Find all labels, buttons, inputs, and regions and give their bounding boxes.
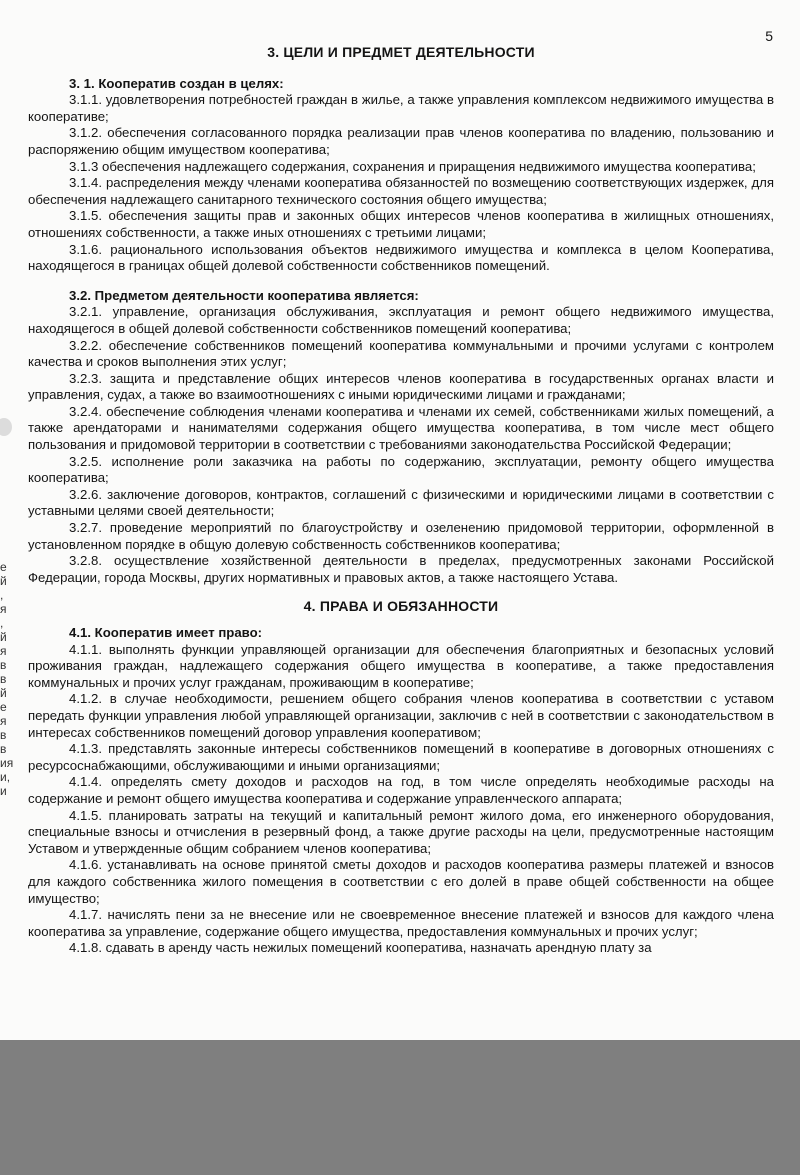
section-3-2-heading: 3.2. Предметом деятельности кооператива является: bbox=[69, 287, 419, 303]
clause-4-1-3: 4.1.3. представлять законные интересы собственников помещений в кооперативе в договорных отношениях с ресурсоснабжающими, обслуживающими и иными организациями; bbox=[28, 741, 774, 773]
margin-fragment: в bbox=[0, 672, 7, 686]
margin-fragment: и, bbox=[0, 770, 11, 784]
margin-fragment: я bbox=[0, 602, 7, 616]
clause-3-2-8: 3.2.8. осуществление хозяйственной деятельности в пределах, предусмотренных законами Российской Федерации, города Москвы, других нормативных и правовых актов, а также настоящего Устава. bbox=[28, 553, 774, 585]
clause-3-1-3: 3.1.3 обеспечения надлежащего содержания, сохранения и приращения недвижимого имущества кооператива; bbox=[69, 158, 756, 174]
scanner-bottom-band bbox=[0, 1040, 800, 1175]
clause-3-1-5: 3.1.5. обеспечения защиты прав и законных общих интересов членов кооператива в жилищных отношениях, отношениях собственности, а также иных отношениях с третьими лицами; bbox=[28, 208, 774, 240]
clause-3-2-4: 3.2.4. обеспечение соблюдения членами кооператива и членами их семей, собственниками жилых помещений, а также арендаторами и нанимателями содержания общего имущества кооператива, в том числе мест общего пользования и придомовой территории в соответствии с требованиями законодательства Российской Федерации; bbox=[28, 403, 774, 453]
margin-fragments bbox=[0, 560, 14, 798]
page-number: 5 bbox=[765, 28, 773, 44]
clause-4-1-5: 4.1.5. планировать затраты на текущий и капитальный ремонт жилого дома, его инженерного оборудования, специальные взносы и отчисления в резервный фонд, а также другие расходы на цели, предусмотренные настоящим Уставом и утвержденные общим собранием членов кооператива; bbox=[28, 807, 774, 856]
clause-3-2-6: 3.2.6. заключение договоров, контрактов, соглашений с физическими и юридическими лицами в соответствии с уставными целями своей деятельности; bbox=[28, 486, 774, 519]
margin-fragment: , bbox=[0, 588, 4, 602]
margin-fragment: й bbox=[0, 630, 7, 644]
section-3-1-heading: 3. 1. Кооператив создан в целях: bbox=[69, 75, 284, 91]
clause-4-1-7: 4.1.7. начислять пени за не внесение или не своевременное внесение платежей и взносов для каждого члена кооператива за управление, содержание общего имущества, предоставления коммунальных и прочих услуг; bbox=[28, 907, 774, 939]
clause-3-1-2: 3.1.2. обеспечения согласованного порядка реализации прав членов кооператива по владению, пользованию и распоряжению общим имуществом кооператива; bbox=[28, 125, 774, 157]
clause-4-1-6: 4.1.6. устанавливать на основе принятой сметы доходов и расходов кооператива размеры платежей и взносов для каждого собственника жилого помещения в соответствии с его долей в праве общей собственности на общее имущество; bbox=[28, 857, 774, 906]
margin-fragment: в bbox=[0, 728, 7, 742]
margin-fragment: я bbox=[0, 644, 7, 658]
margin-fragment: , bbox=[0, 616, 4, 630]
margin-fragment: я bbox=[0, 714, 7, 728]
margin-fragment: е bbox=[0, 560, 7, 574]
margin-fragment: е bbox=[0, 700, 7, 714]
clause-4-1-8-clip bbox=[28, 940, 774, 954]
clause-3-1-6: 3.1.6. рационального использования объектов недвижимого имущества и комплекса в целом Кооператива, находящегося в границах общей долевой собственности собственников помещений. bbox=[28, 241, 774, 274]
clause-3-1-4: 3.1.4. распределения между членами кооператива обязанностей по возмещению соответствующих издержек, для обеспечения надлежащего санитарного технического состояния общего имущества; bbox=[28, 175, 774, 207]
clause-3-2-1: 3.2.1. управление, организация обслуживания, эксплуатация и ремонт общего недвижимого имущества, находящегося в общей долевой собственности собственников помещений кооператива; bbox=[28, 304, 774, 336]
margin-fragment: в bbox=[0, 742, 7, 756]
section-4-title: 4. ПРАВА И ОБЯЗАННОСТИ bbox=[303, 598, 499, 615]
clause-3-2-3: 3.2.3. защита и представление общих интересов членов кооператива в государственных органах власти и управления, судах, а также во взаимоотношениях с иными юридическими лицами и гражданами; bbox=[28, 370, 774, 403]
section-4-1-heading: 4.1. Кооператив имеет право: bbox=[69, 625, 263, 640]
clause-4-1-4: 4.1.4. определять смету доходов и расходов на год, в том числе определять необходимые расходы на содержание и ремонт общего имущества кооператива и содержание управленческого аппарата; bbox=[28, 774, 774, 806]
margin-fragment: и bbox=[0, 784, 7, 798]
clause-4-1-1: 4.1.1. выполнять функции управляющей организации для обеспечения благоприятных и безопасных условий проживания граждан, надлежащего содержания общего имущества в кооперативе, а также предоставления коммунальных и прочих услуг гражданам, проживающим в кооперативе; bbox=[28, 641, 774, 690]
clause-3-2-5: 3.2.5. исполнение роли заказчика на работы по содержанию, эксплуатации, ремонту общего имущества кооператива; bbox=[28, 453, 774, 486]
margin-fragment: в bbox=[0, 658, 7, 672]
margin-fragment: й bbox=[0, 686, 7, 700]
margin-fragment: й bbox=[0, 574, 7, 588]
clause-3-1-1: 3.1.1. удовлетворения потребностей граждан в жилье, а также управления комплексом недвижимого имущества в кооперативе; bbox=[28, 92, 774, 124]
margin-fragment: ия bbox=[0, 756, 14, 770]
clause-4-1-8-partial: 4.1.8. сдавать в аренду часть нежилых помещений кооператива, назначать арендную плату за bbox=[69, 940, 652, 955]
clause-4-1-2: 4.1.2. в случае необходимости, решением общего собрания членов кооператива в соответствии с уставом передать функции управления любой управляющей организации, заключив с ней в соответствии с законодательством в интересах собственников помещений договор управления кооперативом; bbox=[28, 691, 774, 740]
document-body bbox=[28, 44, 774, 954]
clause-3-2-7: 3.2.7. проведение мероприятий по благоустройству и озеленению придомовой территории, оформленной в установленном порядке в общую долевую собственность собственников кооператива; bbox=[28, 520, 774, 552]
punch-hole bbox=[0, 418, 12, 436]
section-3-title: 3. ЦЕЛИ И ПРЕДМЕТ ДЕЯТЕЛЬНОСТИ bbox=[267, 44, 535, 60]
clause-3-2-2: 3.2.2. обеспечение собственников помещений кооператива коммунальными и прочими услугами с контролем качества и сроков выполнения этих услуг; bbox=[28, 337, 774, 370]
